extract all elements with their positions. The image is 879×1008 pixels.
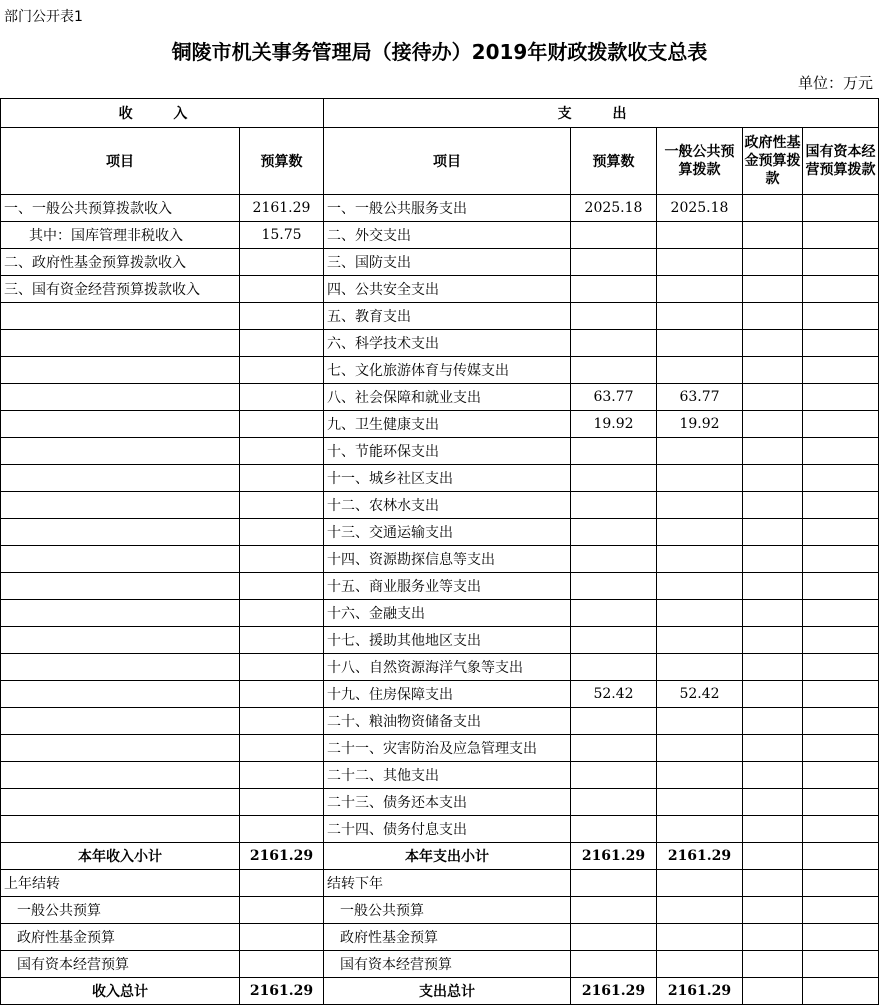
fund-budget-cell [743,465,803,492]
fund-budget-cell [743,195,803,222]
general-budget-cell: 2161.29 [657,978,743,1005]
state-capital-cell [803,789,879,816]
general-budget-cell [657,600,743,627]
income-budget-cell: 2161.29 [240,843,324,870]
income-item-cell: 收入总计 [1,978,240,1005]
state-capital-cell [803,897,879,924]
expense-budget-cell [571,330,657,357]
income-budget-cell [240,303,324,330]
expense-budget-cell [571,492,657,519]
income-item-cell: 上年结转 [1,870,240,897]
page-title: 铜陵市机关事务管理局（接待办）2019年财政拨款收支总表 [171,40,708,64]
state-capital-cell [803,600,879,627]
income-budget-cell [240,600,324,627]
expense-budget-cell [571,708,657,735]
income-budget-cell: 2161.29 [240,978,324,1005]
table-row [1,789,879,816]
unit-label: 单位：万元 [797,74,873,92]
income-item-cell: 一、一般公共预算拨款收入 [1,195,240,222]
expense-item-cell: 支出总计 [324,978,571,1005]
general-budget-cell [657,492,743,519]
subtotal-row [1,843,879,870]
expense-item-cell: 十一、城乡社区支出 [324,465,571,492]
expense-item-cell: 四、公共安全支出 [324,276,571,303]
fund-budget-cell [743,762,803,789]
fund-budget-cell [743,546,803,573]
general-budget-cell [657,519,743,546]
expense-budget-cell [571,762,657,789]
carryover-row [1,924,879,951]
income-item-cell [1,681,240,708]
state-capital-cell [803,681,879,708]
general-budget-cell [657,708,743,735]
income-item-cell [1,357,240,384]
income-item-cell [1,411,240,438]
expense-item-cell: 二、外交支出 [324,222,571,249]
expense-item-cell: 二十四、债务付息支出 [324,816,571,843]
state-capital-cell [803,384,879,411]
state-capital-cell [803,762,879,789]
general-budget-header: 一般公共预算拨款 [657,128,743,195]
expense-budget-cell [571,276,657,303]
state-capital-cell [803,195,879,222]
general-budget-cell [657,357,743,384]
income-budget-header: 预算数 [240,128,324,195]
state-capital-cell [803,357,879,384]
expense-item-cell: 三、国防支出 [324,249,571,276]
fund-budget-cell [743,276,803,303]
state-capital-cell [803,330,879,357]
income-budget-cell [240,438,324,465]
state-capital-cell [803,411,879,438]
income-budget-cell [240,492,324,519]
expense-item-cell: 本年支出小计 [324,843,571,870]
income-item-cell: 本年收入小计 [1,843,240,870]
expense-item-cell: 六、科学技术支出 [324,330,571,357]
expense-budget-cell: 52.42 [571,681,657,708]
fund-budget-cell [743,384,803,411]
income-item-cell [1,573,240,600]
expense-budget-cell [571,519,657,546]
expense-item-cell: 七、文化旅游体育与传媒支出 [324,357,571,384]
header-row-columns [1,128,879,195]
expense-item-cell: 十六、金融支出 [324,600,571,627]
income-item-cell: 国有资本经营预算 [1,951,240,978]
fund-budget-cell [743,438,803,465]
state-capital-cell [803,708,879,735]
income-budget-cell [240,789,324,816]
income-item-cell [1,762,240,789]
table-row [1,195,879,222]
fund-budget-cell [743,978,803,1005]
state-capital-cell [803,303,879,330]
state-capital-cell [803,573,879,600]
table-row [1,465,879,492]
expense-item-cell: 十三、交通运输支出 [324,519,571,546]
income-item-cell [1,384,240,411]
sheet-label: 部门公开表1 [4,9,83,25]
state-capital-cell [803,978,879,1005]
table-row [1,762,879,789]
fund-budget-cell [743,951,803,978]
table-row [1,627,879,654]
expense-item-cell: 八、社会保障和就业支出 [324,384,571,411]
income-budget-cell [240,276,324,303]
income-budget-cell [240,681,324,708]
expense-budget-cell: 2161.29 [571,843,657,870]
general-budget-cell [657,870,743,897]
general-budget-cell [657,573,743,600]
income-item-cell: 二、政府性基金预算拨款收入 [1,249,240,276]
expense-budget-cell: 2161.29 [571,978,657,1005]
general-budget-cell: 2161.29 [657,843,743,870]
state-capital-cell [803,519,879,546]
expense-item-cell: 二十二、其他支出 [324,762,571,789]
table-row [1,816,879,843]
expense-section-header: 支 出 [324,99,879,128]
fund-budget-cell [743,924,803,951]
table-row [1,708,879,735]
state-capital-cell [803,249,879,276]
income-budget-cell [240,465,324,492]
income-budget-cell [240,816,324,843]
table-row [1,330,879,357]
state-capital-cell [803,816,879,843]
fund-budget-cell [743,708,803,735]
carryover-row [1,870,879,897]
expense-item-cell: 政府性基金预算 [324,924,571,951]
expense-item-cell: 十七、援助其他地区支出 [324,627,571,654]
income-item-cell: 政府性基金预算 [1,924,240,951]
income-item-cell: 其中：国库管理非税收入 [1,222,240,249]
general-budget-cell [657,735,743,762]
expense-item-cell: 二十、粮油物资储备支出 [324,708,571,735]
table-row [1,519,879,546]
expense-budget-cell [571,816,657,843]
expense-budget-cell: 63.77 [571,384,657,411]
general-budget-cell [657,762,743,789]
total-row [1,978,879,1005]
fund-budget-cell [743,816,803,843]
expense-budget-cell [571,654,657,681]
general-budget-cell [657,924,743,951]
fund-budget-cell [743,222,803,249]
expense-budget-cell [571,303,657,330]
expense-budget-cell: 2025.18 [571,195,657,222]
income-item-cell [1,330,240,357]
carryover-row [1,897,879,924]
income-budget-cell [240,870,324,897]
income-item-header: 项目 [1,128,240,195]
income-item-cell [1,627,240,654]
income-budget-cell [240,897,324,924]
income-budget-cell: 15.75 [240,222,324,249]
expense-item-cell: 结转下年 [324,870,571,897]
expense-budget-cell [571,600,657,627]
expense-budget-cell [571,789,657,816]
state-capital-cell [803,627,879,654]
income-budget-cell [240,249,324,276]
table-row [1,222,879,249]
general-budget-cell: 52.42 [657,681,743,708]
fund-budget-cell [743,492,803,519]
header-row-sections [1,99,879,128]
expense-budget-cell [571,249,657,276]
expense-item-cell: 一、一般公共服务支出 [324,195,571,222]
state-capital-cell [803,654,879,681]
income-item-cell [1,465,240,492]
state-capital-cell [803,843,879,870]
expense-item-cell: 十二、农林水支出 [324,492,571,519]
general-budget-cell [657,627,743,654]
expense-item-cell: 十九、住房保障支出 [324,681,571,708]
expense-budget-cell [571,222,657,249]
fund-budget-cell [743,330,803,357]
fund-budget-cell [743,843,803,870]
table-row [1,600,879,627]
fund-budget-cell [743,519,803,546]
expense-item-cell: 十五、商业服务业等支出 [324,573,571,600]
state-capital-cell [803,438,879,465]
general-budget-cell: 19.92 [657,411,743,438]
income-item-cell [1,519,240,546]
table-row [1,276,879,303]
expense-budget-cell [571,870,657,897]
income-item-cell [1,600,240,627]
state-capital-cell [803,492,879,519]
general-budget-cell [657,951,743,978]
income-budget-cell [240,519,324,546]
income-budget-cell [240,735,324,762]
expense-budget-header: 预算数 [571,128,657,195]
income-item-cell [1,492,240,519]
expense-item-cell: 五、教育支出 [324,303,571,330]
fund-budget-header: 政府性基金预算拨款 [743,128,803,195]
general-budget-cell [657,546,743,573]
fund-budget-cell [743,357,803,384]
fund-budget-cell [743,897,803,924]
expense-item-cell: 十四、资源勘探信息等支出 [324,546,571,573]
income-item-cell [1,735,240,762]
table-row [1,438,879,465]
income-section-header: 收 入 [1,99,324,128]
expense-budget-cell [571,951,657,978]
income-budget-cell [240,627,324,654]
expense-budget-cell: 19.92 [571,411,657,438]
general-budget-cell [657,330,743,357]
income-item-cell [1,654,240,681]
general-budget-cell [657,789,743,816]
expense-budget-cell [571,897,657,924]
carryover-row [1,951,879,978]
expense-item-cell: 九、卫生健康支出 [324,411,571,438]
income-budget-cell [240,546,324,573]
income-budget-cell [240,708,324,735]
fund-budget-cell [743,573,803,600]
state-capital-cell [803,465,879,492]
state-capital-cell [803,735,879,762]
income-item-cell [1,708,240,735]
state-capital-cell [803,870,879,897]
table-row [1,411,879,438]
income-budget-cell: 2161.29 [240,195,324,222]
income-budget-cell [240,357,324,384]
income-budget-cell [240,411,324,438]
income-budget-cell [240,384,324,411]
income-budget-cell [240,654,324,681]
income-item-cell [1,546,240,573]
fund-budget-cell [743,681,803,708]
fund-budget-cell [743,249,803,276]
expense-item-cell: 二十三、债务还本支出 [324,789,571,816]
general-budget-cell [657,654,743,681]
expense-item-header: 项目 [324,128,571,195]
expense-item-cell: 国有资本经营预算 [324,951,571,978]
fund-budget-cell [743,654,803,681]
table-row [1,654,879,681]
general-budget-cell: 2025.18 [657,195,743,222]
expense-budget-cell [571,573,657,600]
expense-item-cell: 十八、自然资源海洋气象等支出 [324,654,571,681]
fund-budget-cell [743,411,803,438]
table-row [1,573,879,600]
general-budget-cell [657,276,743,303]
general-budget-cell [657,249,743,276]
income-item-cell: 三、国有资金经营预算拨款收入 [1,276,240,303]
income-budget-cell [240,762,324,789]
fund-budget-cell [743,303,803,330]
state-capital-cell [803,924,879,951]
table-row [1,303,879,330]
table-row [1,735,879,762]
state-capital-cell [803,951,879,978]
general-budget-cell [657,222,743,249]
expense-item-cell: 二十一、灾害防治及应急管理支出 [324,735,571,762]
fund-budget-cell [743,735,803,762]
general-budget-cell [657,465,743,492]
income-budget-cell [240,573,324,600]
income-item-cell [1,303,240,330]
general-budget-cell [657,303,743,330]
state-capital-header: 国有资本经营预算拨款 [803,128,879,195]
expense-item-cell: 十、节能环保支出 [324,438,571,465]
table-row [1,681,879,708]
expense-budget-cell [571,357,657,384]
state-capital-cell [803,276,879,303]
fund-budget-cell [743,870,803,897]
table-row [1,249,879,276]
expense-budget-cell [571,438,657,465]
fund-budget-cell [743,600,803,627]
income-item-cell [1,816,240,843]
income-budget-cell [240,924,324,951]
expense-item-cell: 一般公共预算 [324,897,571,924]
fund-budget-cell [743,789,803,816]
income-budget-cell [240,951,324,978]
general-budget-cell [657,438,743,465]
state-capital-cell [803,546,879,573]
table-row [1,357,879,384]
fund-budget-cell [743,627,803,654]
expense-budget-cell [571,546,657,573]
income-item-cell [1,438,240,465]
budget-table [0,98,879,1005]
expense-budget-cell [571,924,657,951]
income-item-cell [1,789,240,816]
table-row [1,384,879,411]
income-budget-cell [240,330,324,357]
general-budget-cell: 63.77 [657,384,743,411]
state-capital-cell [803,222,879,249]
table-row [1,546,879,573]
expense-budget-cell [571,627,657,654]
income-item-cell: 一般公共预算 [1,897,240,924]
expense-budget-cell [571,465,657,492]
expense-budget-cell [571,735,657,762]
general-budget-cell [657,816,743,843]
general-budget-cell [657,897,743,924]
table-row [1,492,879,519]
